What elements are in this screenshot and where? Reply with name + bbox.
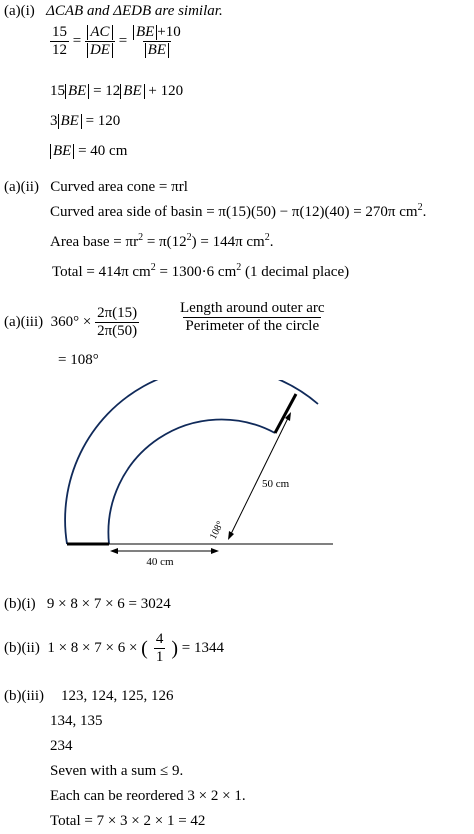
tail: = 120 [81, 113, 121, 129]
denominator: BE [145, 43, 169, 58]
lead: 360° × [50, 313, 92, 330]
fraction [154, 631, 166, 666]
word-fraction [178, 300, 327, 335]
text: = π(12 [143, 234, 187, 250]
abs-var: BE [120, 84, 144, 99]
numerator: 15 [52, 24, 67, 40]
part-b-iii-label: (b)(iii) [4, 688, 44, 704]
equation-step-2 [50, 82, 183, 100]
denominator: DE [87, 43, 113, 58]
coef: 15 [50, 83, 65, 99]
cone-area: Curved area cone = πrl [50, 179, 188, 195]
expression: 9 × 8 × 7 × 6 = 3024 [46, 596, 171, 612]
fraction [178, 300, 327, 335]
similar-statement: ΔCAB and ΔEDB are similar. [46, 3, 223, 19]
outer-arc [65, 380, 318, 544]
denominator: Perimeter of the circle [185, 318, 320, 334]
numerator: AC [87, 25, 112, 40]
label-40cm: 40 cm [146, 556, 174, 568]
abs-var: BE [58, 114, 82, 129]
arrowhead [228, 531, 234, 540]
right-edge [275, 394, 296, 433]
part-label: (a)(i) [4, 3, 35, 19]
numerator: 4 [155, 631, 164, 648]
close-paren: ) [171, 637, 179, 660]
open-paren: ( [141, 637, 148, 660]
numerator: 2π(15) [97, 305, 138, 321]
text: Total = 414π cm [52, 264, 151, 280]
tail: = 40 cm [74, 143, 128, 159]
square: 2 [236, 262, 242, 273]
abs-var: BE [50, 144, 74, 159]
fraction [85, 24, 115, 59]
dimension-50 [230, 416, 289, 536]
equation-step-4 [50, 142, 127, 160]
part-b-i-line [4, 595, 171, 613]
square: 2 [150, 262, 156, 273]
fraction [131, 24, 183, 59]
inner-arc [108, 419, 275, 544]
numerator-var: BE [133, 25, 157, 40]
part-a-ii-line [4, 178, 188, 196]
combo-line: 134, 135 [50, 713, 103, 729]
part-b-ii-line [4, 631, 224, 665]
angle-result: = 108° [58, 352, 99, 368]
arrowhead [110, 548, 118, 554]
abs-var: BE [65, 84, 89, 99]
part-label: (a)(iii) [4, 313, 44, 330]
lead: 1 × 8 × 7 × 6 × [47, 640, 138, 656]
label-angle: 108° [207, 519, 227, 542]
total-area [52, 263, 349, 281]
part-label: (b)(ii) [4, 640, 40, 656]
combo-line: 234 [50, 738, 73, 754]
basin-side-area: Curved area side of basin = π(15)(50) − π(12)(40) = 270π $cm^2$. [50, 202, 427, 220]
denominator: 2π(50) [97, 323, 138, 339]
combo-count: Seven with a sum ≤ 9. [50, 763, 184, 779]
tail: + 120 [144, 83, 184, 99]
text: ) = 144π cm [191, 234, 265, 250]
square: 2 [264, 232, 270, 243]
square: 2 [138, 232, 144, 243]
arrowhead [211, 548, 219, 554]
text: Curved area side of basin = π(15)(50) − π(12)(40) = 270π cm [50, 204, 418, 220]
fraction [50, 24, 69, 59]
combo-line: 123, 124, 125, 126 [61, 688, 174, 704]
ratio-equation: $\frac{15}{12}$ = $\frac{AC}{DE}$ = $\frac{BE +10}{BE}$ [52, 24, 181, 58]
numerator: Length around outer arc [180, 300, 325, 316]
basin-net-diagram [0, 380, 474, 580]
result: = 1344 [181, 640, 224, 656]
denominator: 12 [52, 42, 67, 58]
total-line: Total = 7 × 3 × 2 × 1 = 42 [50, 813, 206, 829]
square: 2 [417, 202, 423, 213]
angle-fraction [95, 305, 139, 340]
reorder-note: Each can be reordered 3 × 2 × 1. [50, 788, 246, 804]
base-area: Area base = $\pi r^2 = \pi(12^2) = 144\pi$ $cm^2$. [50, 232, 274, 250]
part-a-iii-line [4, 305, 139, 340]
denominator: 1 [155, 649, 164, 666]
square: 2 [186, 232, 192, 243]
text: (1 decimal place) [241, 264, 350, 280]
part-label: (b)(i) [4, 596, 36, 612]
mid: = 12 [89, 83, 121, 99]
text: Area base = πr [50, 234, 139, 250]
part-a-i-line [4, 2, 223, 20]
numerator-rest: +10 [157, 24, 181, 40]
coef: 3 [50, 113, 58, 129]
label-50cm: 50 cm [262, 478, 290, 490]
text: = 1300·6 cm [155, 264, 237, 280]
part-label: (a)(ii) [4, 179, 39, 195]
equation-step-3 [50, 112, 120, 130]
